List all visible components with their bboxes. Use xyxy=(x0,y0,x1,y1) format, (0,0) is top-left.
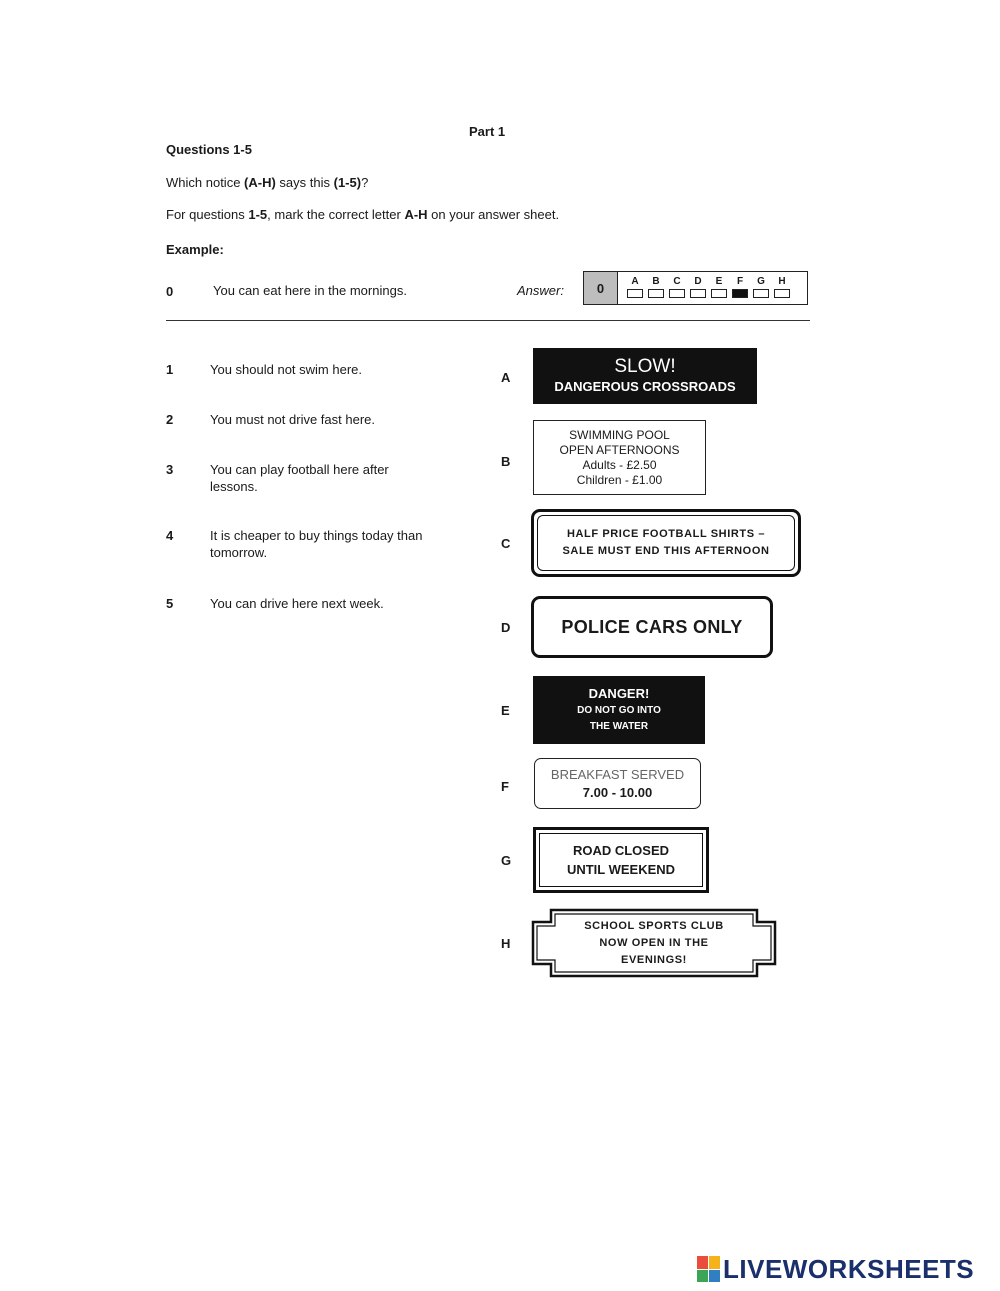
answer-cell-letter: B xyxy=(652,276,660,287)
questions-title: Questions 1-5 xyxy=(166,142,252,157)
logo-mark-icon xyxy=(697,1256,719,1282)
question-number: 5 xyxy=(166,596,174,611)
notice-b-line-3: Adults - £2.50 xyxy=(582,457,657,472)
instruction-bold: (A-H) xyxy=(244,175,276,190)
logo-square xyxy=(697,1256,708,1269)
answer-cell-g xyxy=(752,276,770,298)
notice-e-line-1: DANGER! xyxy=(588,686,650,701)
instruction-line-2 xyxy=(166,207,559,222)
question-text: You must not drive fast here. xyxy=(210,412,376,427)
notice-f-line-1: BREAKFAST SERVED xyxy=(550,766,685,782)
answer-checkbox xyxy=(711,289,727,298)
notice-h-line-3: EVENINGS! xyxy=(621,953,687,966)
notice-g-line-2: UNTIL WEEKEND xyxy=(566,862,676,877)
notice-e xyxy=(533,676,705,744)
example-answer-sheet xyxy=(583,271,808,305)
instruction-line-1 xyxy=(166,175,368,190)
answer-cell-letter: E xyxy=(715,276,723,287)
question-text: It is cheaper to buy things today than tomorrow. xyxy=(210,528,423,560)
notice-a-line-2: DANGEROUS CROSSROADS xyxy=(554,379,736,394)
answer-cell-letter: A xyxy=(631,276,639,287)
answer-cell-d xyxy=(689,276,707,298)
notice-c xyxy=(531,509,801,577)
instruction-bold: (1-5) xyxy=(333,175,362,190)
answer-checkbox xyxy=(774,289,790,298)
answer-cell-a xyxy=(626,276,644,298)
notice-f-line-2: 7.00 - 10.00 xyxy=(582,784,653,800)
notice-letter-f: F xyxy=(501,779,509,794)
notice-letter-e: E xyxy=(501,703,510,718)
answer-cell-c xyxy=(668,276,686,298)
notice-e-line-3: THE WATER xyxy=(589,721,649,732)
instruction-bold: A-H xyxy=(404,207,428,222)
question-text: You should not swim here. xyxy=(210,362,363,377)
answer-checkbox xyxy=(669,289,685,298)
answer-number: 0 xyxy=(584,272,618,304)
answer-label: Answer: xyxy=(517,283,564,298)
instruction-text: Which notice xyxy=(166,175,245,190)
notice-letter-h: H xyxy=(501,936,511,951)
notice-a xyxy=(533,348,757,404)
question-text: You can drive here next week. xyxy=(210,596,384,611)
notice-letter-g: G xyxy=(501,853,512,868)
notice-letter-c: C xyxy=(501,536,511,551)
instruction-text: , mark the correct letter xyxy=(267,207,405,222)
answer-checkbox xyxy=(627,289,643,298)
notice-b-line-4: Children - £1.00 xyxy=(576,472,663,487)
logo-square xyxy=(697,1270,708,1283)
example-number: 0 xyxy=(166,284,174,299)
instruction-text: on your answer sheet. xyxy=(427,207,560,222)
divider-line xyxy=(166,320,810,321)
notice-g-line-1: ROAD CLOSED xyxy=(572,843,670,858)
answer-cell-e xyxy=(710,276,728,298)
question-number: 1 xyxy=(166,362,174,377)
answer-checkbox xyxy=(648,289,664,298)
notice-h xyxy=(531,908,777,978)
part-title: Part 1 xyxy=(469,124,506,139)
liveworksheets-logo[interactable] xyxy=(697,1254,974,1284)
notice-h-line-2: NOW OPEN IN THE xyxy=(599,936,709,949)
notice-b xyxy=(533,420,706,495)
example-text: You can eat here in the mornings. xyxy=(213,283,407,298)
instruction-bold: 1-5 xyxy=(248,207,268,222)
answer-cell-letter: H xyxy=(778,276,786,287)
question-text: You can play football here after lessons. xyxy=(210,462,389,494)
question-number: 2 xyxy=(166,412,174,427)
answer-cell-f xyxy=(731,276,749,298)
instruction-text: ? xyxy=(361,175,369,190)
notice-b-line-1: SWIMMING POOL xyxy=(569,427,670,442)
notice-letter-b: B xyxy=(501,454,511,469)
notice-b-line-2: OPEN AFTERNOONS xyxy=(559,442,680,457)
instruction-text: For questions xyxy=(166,207,249,222)
question-number: 3 xyxy=(166,462,174,477)
example-label: Example: xyxy=(166,242,224,257)
notice-d xyxy=(531,596,773,658)
logo-square xyxy=(709,1270,720,1283)
instruction-text: says this xyxy=(275,175,334,190)
answer-cell-b xyxy=(647,276,665,298)
answer-letter-grid xyxy=(626,276,791,298)
answer-cell-letter: G xyxy=(757,276,765,287)
notice-letter-a: A xyxy=(501,370,511,385)
notice-d-line-1: POLICE CARS ONLY xyxy=(561,616,743,637)
notice-g xyxy=(533,827,709,893)
notice-e-line-2: DO NOT GO INTO xyxy=(577,705,661,716)
answer-checkbox xyxy=(690,289,706,298)
notice-h-line-1: SCHOOL SPORTS CLUB xyxy=(584,919,724,932)
answer-cell-letter: F xyxy=(736,276,744,287)
notice-f xyxy=(534,758,701,809)
notice-c-line-2: SALE MUST END THIS AFTERNOON xyxy=(562,545,770,557)
answer-cell-h xyxy=(773,276,791,298)
answer-checkbox xyxy=(753,289,769,298)
notice-a-line-1: SLOW! xyxy=(614,356,676,377)
logo-text: LIVEWORKSHEETS xyxy=(723,1253,975,1284)
logo-square xyxy=(709,1256,720,1269)
answer-cell-letter: C xyxy=(673,276,681,287)
notice-letter-d: D xyxy=(501,620,511,635)
question-number: 4 xyxy=(166,528,174,543)
answer-checkbox xyxy=(732,289,748,298)
notice-c-line-1: HALF PRICE FOOTBALL SHIRTS – xyxy=(566,528,766,540)
answer-cell-letter: D xyxy=(694,276,702,287)
